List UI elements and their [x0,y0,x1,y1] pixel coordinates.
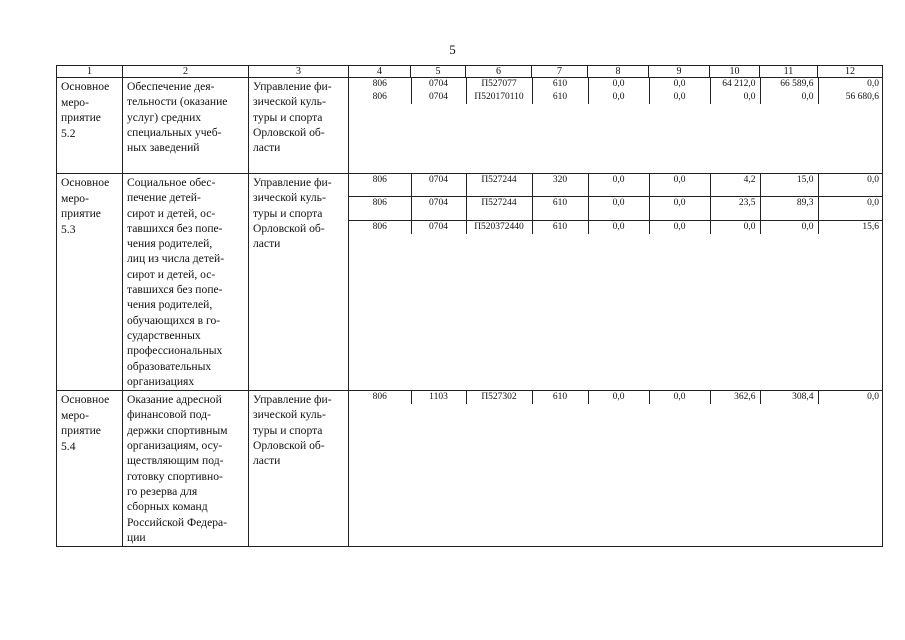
executor-cell [249,78,349,174]
budget-value: 610 [532,220,588,234]
event-cell-line: меро- [61,95,89,109]
budget-value: 0,0 [649,391,710,404]
budget-lines-cell [349,391,883,547]
description-cell [123,174,249,391]
header-cell: 1 [57,66,123,78]
executor-cell-line: туры и спорта [253,423,323,437]
description-cell [123,78,249,174]
description-cell-line: печение детей- [127,191,201,205]
budget-value: 0,0 [588,391,649,404]
budget-value: 0704 [411,174,466,196]
budget-value: 0,0 [588,78,649,91]
description-cell-line: услуг) средних [127,110,202,124]
event-cell-line: приятие [61,424,101,438]
description-cell-line: ществляющим под- [127,454,224,468]
description-cell-line: организациям, осу- [127,439,223,453]
description-cell-line: обучающихся в го- [127,313,221,327]
executor-cell-line: Орловской об- [253,439,325,453]
budget-value: 0,0 [588,220,649,234]
executor-cell-line: Управление фи- [253,393,332,407]
budget-value: 0704 [411,220,466,234]
budget-value: 0704 [411,78,466,91]
executor-cell-line: зической куль- [253,408,326,422]
budget-line [349,174,883,196]
budget-value: П520170110 [466,91,532,104]
budget-value: 806 [372,79,387,89]
budget-line [349,78,883,91]
description-cell-line: лиц из числа детей- [127,252,225,266]
event-cell [57,174,123,391]
description-cell-line: го резерва для [127,484,198,498]
executor-cell-line: Управление фи- [253,176,332,189]
budget-value: 806 [349,196,411,220]
event-cell-line: Основное [61,393,110,407]
budget-line [349,91,883,104]
budget-value: 0,0 [818,174,883,196]
description-cell-line: сирот и детей, ос- [127,206,216,220]
budget-value: 610 [532,196,588,220]
event-cell-line: Основное [61,176,110,189]
event-cell-line: 5.3 [61,222,76,236]
budget-value: 0704 [411,196,466,220]
budget-value: 806 [372,392,387,403]
executor-cell-line: туры и спорта [253,206,323,220]
event-cell-line: 5.2 [61,126,76,140]
event-cell-line: Основное [61,80,110,93]
budget-value: 64 212,0 [710,78,760,91]
description-cell-line: Социальное обес- [127,176,216,189]
description-cell-line: финансовой под- [127,408,211,422]
budget-value: 0,0 [710,220,760,234]
description-cell-line: чения родителей, [127,298,213,312]
budget-value: 0,0 [588,196,649,220]
budget-value: 308,4 [760,391,818,404]
budget-value: 610 [532,91,588,104]
executor-cell-line: Орловской об- [253,125,325,139]
description-cell-line: сирот и детей, ос- [127,267,216,281]
header-cell: 12 [818,66,883,78]
budget-value: 15,0 [760,174,818,196]
budget-value: 15,6 [818,220,883,234]
header-cell: 10 [710,66,760,78]
budget-value: 0,0 [588,174,649,196]
executor-cell-line: ласти [253,141,281,155]
header-cell: 11 [760,66,818,78]
budget-value: 0,0 [760,220,818,234]
budget-value: 0,0 [649,196,710,220]
description-cell-line: сборных команд [127,500,208,514]
budget-lines-cell [349,174,883,391]
event-cell-line: меро- [61,191,89,205]
budget-value: 0,0 [710,91,760,104]
executor-cell-line: Управление фи- [253,80,332,93]
budget-value: 610 [532,391,588,404]
description-cell-line: чения родителей, [127,237,213,251]
executor-cell-line: ласти [253,237,281,251]
description-cell-line: тавшихся без попе- [127,221,223,235]
budget-value: 0704 [411,91,466,104]
header-cell: 4 [349,66,411,78]
executor-cell-line: Орловской об- [253,221,325,235]
event-cell [57,78,123,174]
description-cell-line: Обеспечение дея- [127,80,215,93]
budget-value: 23,5 [710,196,760,220]
description-cell-line: готовку спортивно- [127,469,223,483]
description-cell-line: образовательных [127,359,212,373]
event-cell [57,391,123,547]
event-cell-line: приятие [61,207,101,220]
description-cell-line: Российской Федера- [127,515,228,529]
budget-value: 0,0 [818,196,883,220]
budget-value: 610 [532,78,588,91]
budget-value: 806 [372,221,387,232]
budget-value: 0,0 [818,78,883,91]
budget-value: 806 [372,92,387,102]
header-cell: 9 [649,66,710,78]
budget-value: 0,0 [588,91,649,104]
description-cell-line: сударственных [127,328,201,342]
budget-value: 66 589,6 [760,78,818,91]
budget-value: П527244 [466,196,532,220]
budget-value: 0,0 [649,91,710,104]
budget-value: 89,3 [760,196,818,220]
budget-value: 56 680,6 [818,91,883,104]
budget-line [349,391,883,404]
budget-value: 0,0 [818,391,883,404]
executor-cell-line: туры и спорта [253,110,323,124]
description-cell-line: тавшихся без попе- [127,283,223,297]
budget-value: 0,0 [649,174,710,196]
event-cell-line: приятие [61,111,101,124]
budget-line [349,220,883,234]
header-row [57,66,883,78]
executor-cell [249,391,349,547]
budget-value: П527244 [466,174,532,196]
budget-value: 320 [532,174,588,196]
description-cell-line: организациях [127,374,195,388]
event-cell-line: меро- [61,408,89,422]
header-cell: 7 [532,66,588,78]
description-cell-line: Оказание адресной [127,393,222,407]
header-cell: 5 [411,66,466,78]
budget-value: 4,2 [710,174,760,196]
budget-lines-cell [349,78,883,174]
description-cell [123,391,249,547]
budget-value: 0,0 [649,78,710,91]
budget-value: 0,0 [760,91,818,104]
page-number: 5 [449,42,456,57]
description-cell-line: профессиональных [127,344,223,358]
description-cell-line: ных заведений [127,141,200,155]
executor-cell-line: ласти [253,454,281,468]
budget-line [349,196,883,220]
header-cell: 8 [588,66,649,78]
description-cell-line: держки спортивным [127,423,228,437]
event-cell-line: 5.4 [61,439,76,453]
description-cell-line: ции [127,530,146,544]
header-cell: 3 [249,66,349,78]
budget-value: 362,6 [710,391,760,404]
description-cell-line: специальных учеб- [127,125,222,139]
header-cell: 6 [466,66,532,78]
table-row [57,391,883,547]
budget-value: 1103 [411,391,466,404]
executor-cell-line: зической куль- [253,191,326,205]
header-cell: 2 [123,66,249,78]
budget-value: П527302 [466,391,532,404]
table-row [57,78,883,174]
description-cell-line: тельности (оказание [127,95,228,109]
executor-cell [249,174,349,391]
budget-value: 0,0 [649,220,710,234]
budget-value: П520372440 [466,220,532,234]
budget-value: 806 [349,174,411,196]
budget-table [56,65,883,547]
budget-value: П527077 [466,78,532,91]
executor-cell-line: зической куль- [253,95,326,109]
table-row [57,174,883,391]
